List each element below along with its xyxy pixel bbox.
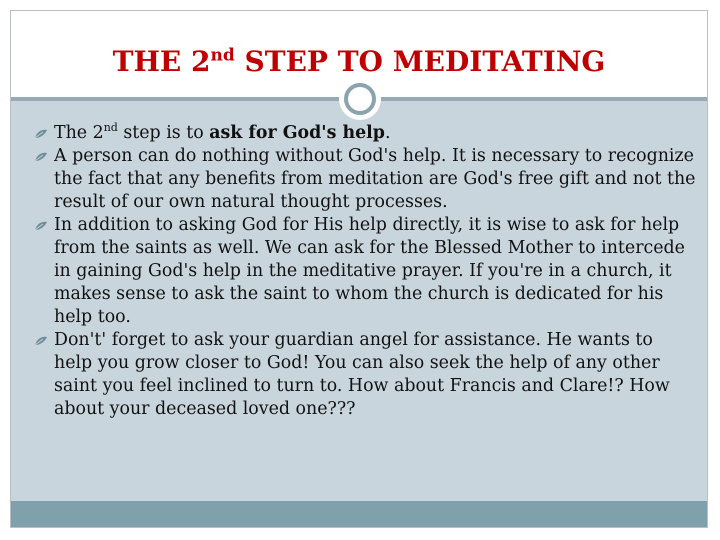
bullet-list <box>36 122 696 421</box>
bullet-item-1: The 2nd step is to ask for God's help. <box>36 122 696 145</box>
circle-ornament-icon <box>344 83 376 115</box>
footer-bar <box>11 501 707 527</box>
bullet-item-2: A person can do nothing without God's help. It is necessary to recognize the fact that any benefits from meditation are God's free gift and not the result of our own natural thought processes. <box>36 145 696 214</box>
bullet-item-4: Don't' forget to ask your guardian angel for assistance. He wants to help you grow closer to God! You can also seek the help of any other saint you feel inclined to turn to. How about Francis and Clare!? How about your deceased loved one??? <box>36 329 696 421</box>
leaf-bullet-icon <box>34 128 48 140</box>
leaf-bullet-icon <box>34 335 48 347</box>
slide-title: THE 2nd STEP TO MEDITATING <box>112 45 606 78</box>
leaf-bullet-icon <box>34 151 48 163</box>
bullet-item-3: In addition to asking God for His help directly, it is wise to ask for help from the saints as well. We can ask for the Blessed Mother to intercede in gaining God's help in the meditative prayer. If you're in a church, it makes sense to ask the saint to whom the church is dedicated for his help too. <box>36 214 696 329</box>
leaf-bullet-icon <box>34 220 48 232</box>
